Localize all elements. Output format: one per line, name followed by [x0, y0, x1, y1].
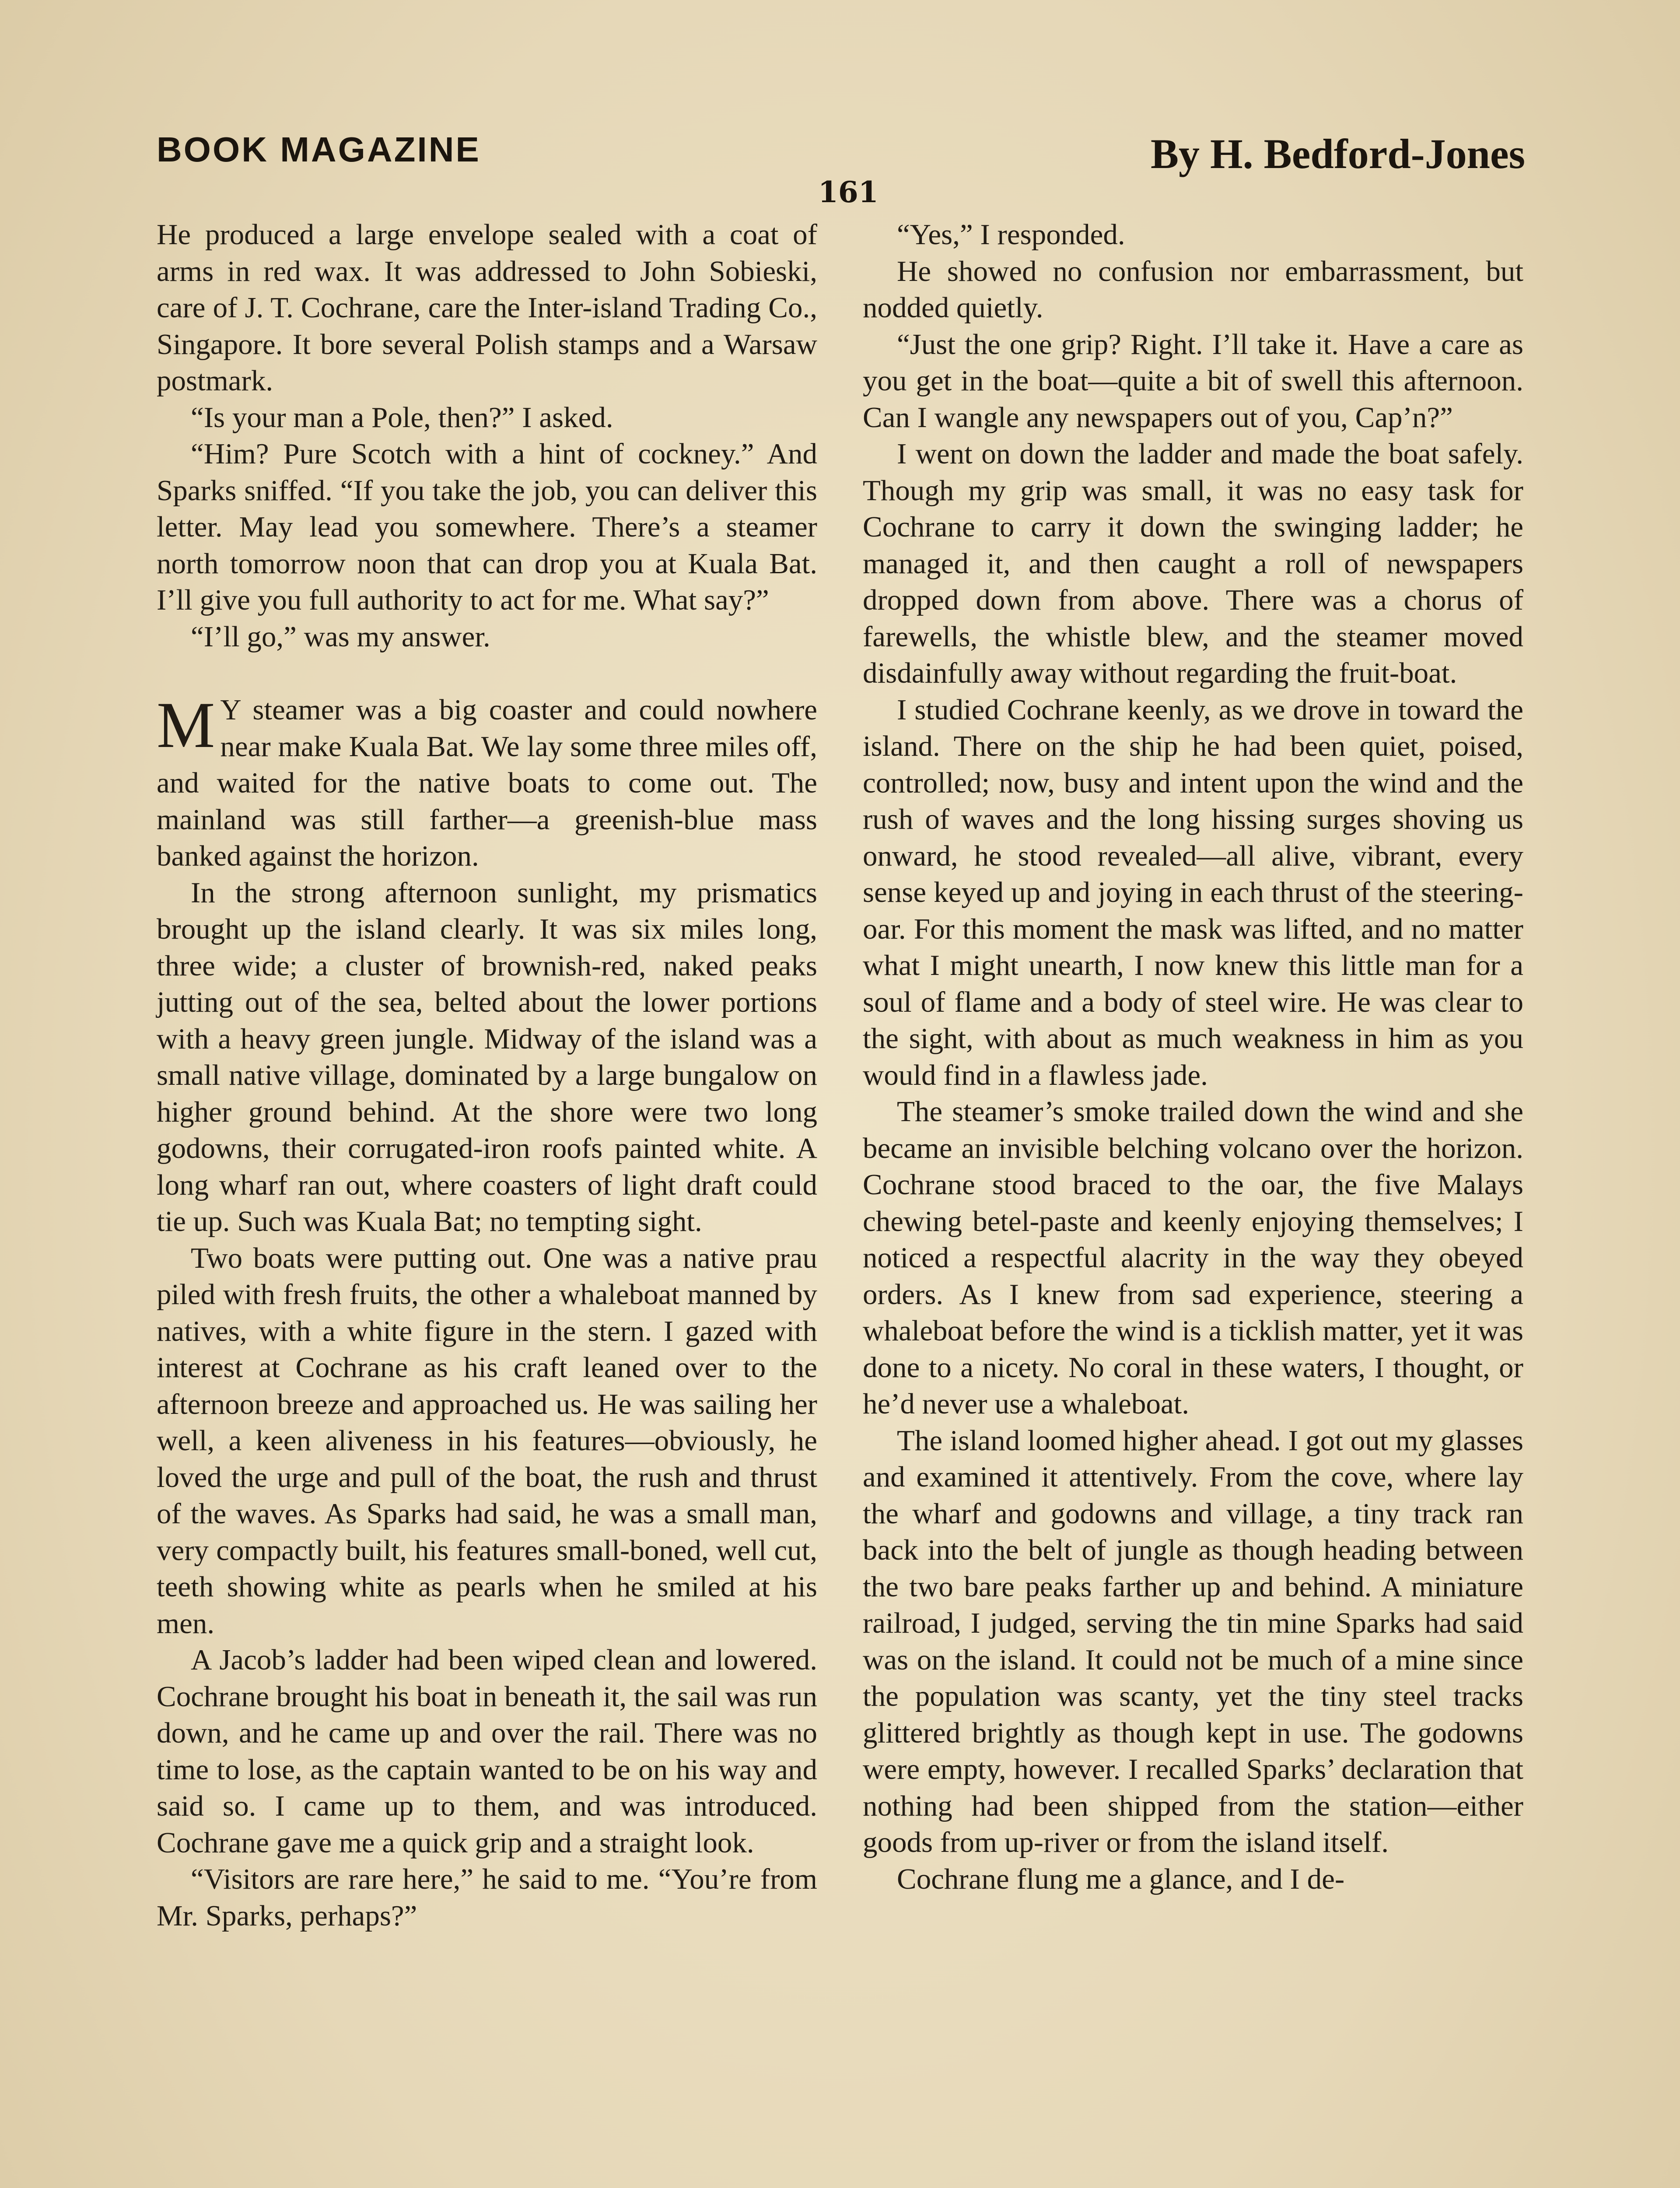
paragraph: “Him? Pure Scotch with a hint of cockney.” And Sparks sniffed. “If you take the job, you can deliver this letter. May lead you somewhere. There’s a steamer north tomorrow noon that can drop you at Kuala Bat. I’ll give you full authority to act for me. What say?” — [157, 438, 817, 616]
drop-cap: M — [157, 689, 215, 761]
author-byline: By H. Bedford-Jones — [1150, 130, 1525, 177]
paragraph: The steamer’s smoke trailed down the wind and she became an invisible belching volcano over the horizon. Cochrane stood braced to the oar, the five Malays chewing betel-paste and keenly enjoying themselves; I noticed a respectful alacrity in the way they obeyed orders. As I knew from sad experience, steering a whaleboat before the wind is a ticklish matter, yet it was done to a nicety. No coral in these waters, I thought, or he’d never use a whaleboat. — [863, 1095, 1523, 1420]
paragraph: Cochrane flung me a glance, and I de- — [897, 1862, 1345, 1895]
magazine-title: BOOK MAGAZINE — [157, 130, 481, 169]
paragraph: The island loomed higher ahead. I got out my glasses and examined it attentively. From the cove, where lay the wharf and godowns and village, a tiny track ran back into the belt of jungle as though heading between the two bare peaks farther up and behind. A miniature railroad, I judged, serving the tin mine Sparks had said was on the island. It could not be much of a mine since the population was scanty, yet the tiny steel tracks glittered brightly as though kept in use. The godowns were empty, however. I recalled Sparks’ declaration that nothing had been shipped from the station—either goods from up-river or from the island itself. — [863, 1424, 1523, 1858]
section-start-paragraph — [157, 689, 817, 875]
paragraph: I went on down the ladder and made the boat safely. Though my grip was small, it was no easy task for Cochrane to carry it down the swinging ladder; he managed it, and then caught a roll of newspapers dropped down from above. There was a chorus of farewells, the whistle blew, and the steamer moved disdainfully away without regarding the fruit-boat. — [863, 438, 1523, 689]
paragraph: In the strong afternoon sunlight, my prismatics brought up the island clearly. It was six miles long, three wide; a cluster of brownish-red, naked peaks jutting out of the sea, belted about the lower portions with a heavy green jungle. Midway of the island was a small native village, dominated by a large bungalow on higher ground behind. At the shore were two long godowns, their corrugated-iron roofs painted white. A long wharf ran out, where coasters of light draft could tie up. Such was Kuala Bat; no tempting sight. — [157, 876, 817, 1238]
right-column — [863, 217, 1523, 1897]
paragraph: I studied Cochrane keenly, as we drove in toward the island. There on the ship he had been quiet, poised, controlled; now, busy and intent upon the wind and the rush of waves and the long hissing surges shoving us onward, he stood revealed—all alive, vibrant, every sense keyed up and joying in each thrust of the steering-oar. For this moment the mask was lifted, and no matter what I might unearth, I now knew this little man for a soul of flame and a body of steel wire. He was clear to the sight, with about as much weakness in him as you would find in a flawless jade. — [863, 693, 1523, 1091]
paragraph: “I’ll go,” was my answer. — [191, 620, 490, 653]
paragraph: “Visitors are rare here,” he said to me. “You’re from Mr. Sparks, perhaps?” — [157, 1863, 817, 1932]
paragraph: “Yes,” I responded. — [897, 218, 1125, 251]
paragraph: He produced a large envelope sealed with a coat of arms in red wax. It was addressed to John Sobieski, care of J. T. Cochrane, care the Inter-island Trading Co., Singapore. It bore several Polish stamps and a Warsaw postmark. — [157, 218, 817, 397]
page-number: 161 — [818, 175, 878, 209]
paragraph: Two boats were putting out. One was a native prau piled with fresh fruits, the other a whaleboat manned by natives, with a white figure in the stern. I gazed with interest at Cochrane as his craft leaned over to the afternoon breeze and approached us. He was sailing her well, a keen aliveness in his features—obviously, he loved the urge and pull of the boat, the rush and thrust of the waves. As Sparks had said, he was a small man, very compactly built, his features small-boned, well cut, teeth showing white as pearls when he smiled at his men. — [157, 1241, 817, 1640]
left-column — [157, 217, 817, 1934]
paragraph: “Is your man a Pole, then?” I asked. — [191, 401, 613, 434]
paragraph: “Just the one grip? Right. I’ll take it. Have a care as you get in the boat—quite a bit of swell this afternoon. Can I wangle any newspapers out of you, Cap’n?” — [863, 328, 1523, 434]
paragraph: He showed no confusion nor embarrassment, but nodded quietly. — [863, 255, 1523, 324]
paragraph: A Jacob’s ladder had been wiped clean and lowered. Cochrane brought his boat in beneath it, the sail was run down, and he came up and over the rail. There was no time to lose, as the captain wanted to be on his way and said so. I came up to them, and was introduced. Cochrane gave me a quick grip and a straight look. — [157, 1644, 817, 1859]
section-start-text: Y steamer was a big coaster and could nowhere near make Kuala Bat. We lay some three miles off, and waited for the native boats to come out. The mainland was still farther—a greenish-blue mass banked against the horizon. — [157, 694, 817, 872]
